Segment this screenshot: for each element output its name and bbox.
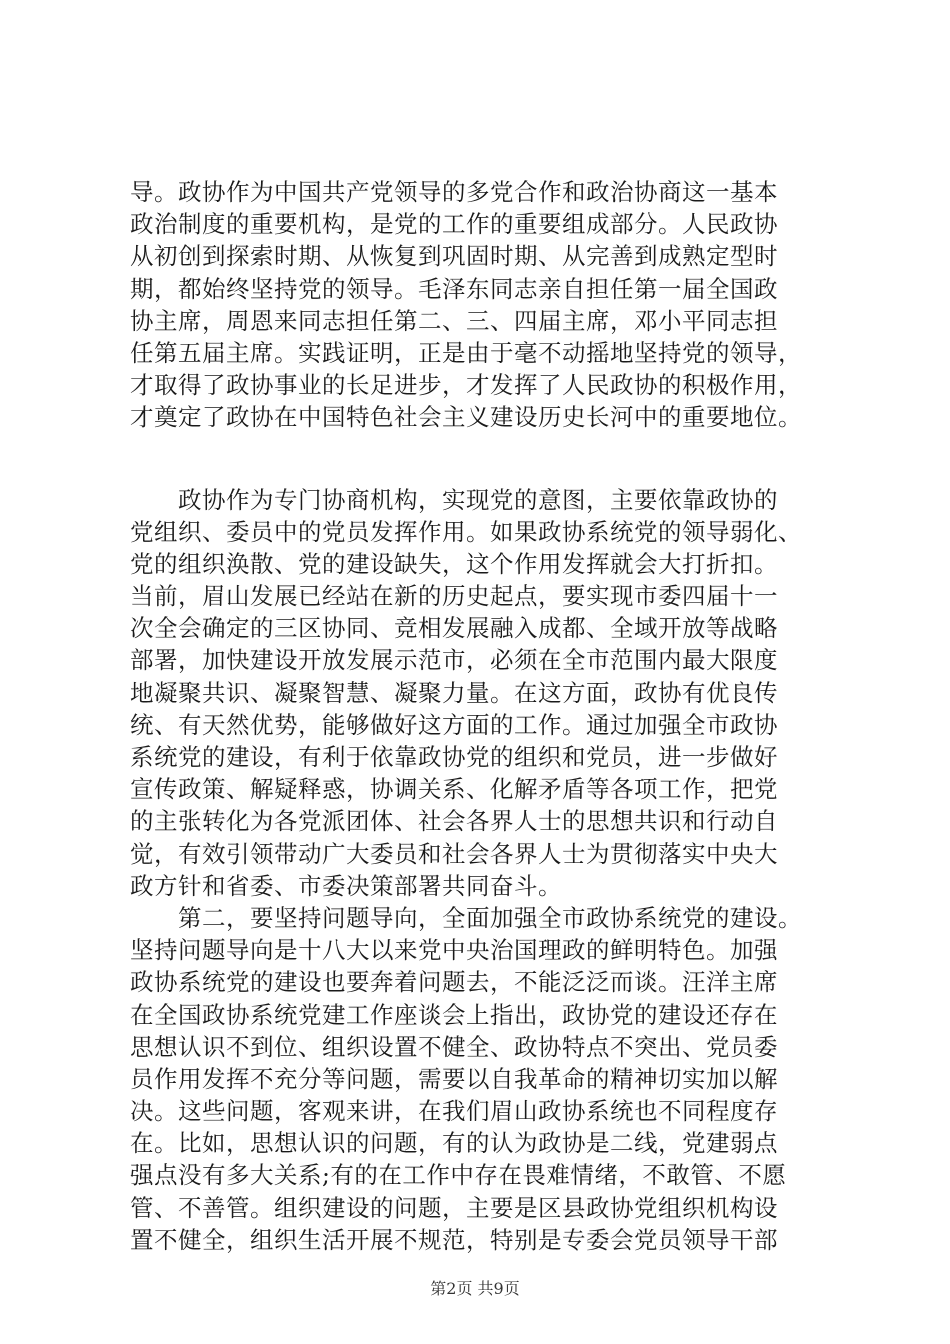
paragraph-1 — [130, 176, 830, 434]
text-line: 在。比如，思想认识的问题，有的认为政协是二线，党建弱点 — [130, 1129, 778, 1158]
paragraph-gap — [130, 434, 830, 484]
text-line: 才取得了政协事业的长足进步，才发挥了人民政协的积极作用， — [130, 371, 802, 400]
text-line: 导。政协作为中国共产党领导的多党合作和政治协商这一基本 — [130, 178, 778, 206]
paragraph-3 — [130, 902, 830, 1256]
text-line: 员作用发挥不充分等问题，需要以自我革命的精神切实加以解 — [130, 1064, 778, 1093]
document-body — [130, 176, 830, 1256]
text-line: 政方针和省委、市委决策部署共同奋斗。 — [130, 871, 562, 900]
text-line: 的主张转化为各党派团体、社会各界人士的思想共识和行动自 — [130, 807, 778, 836]
text-line: 系统党的建设，有利于依靠政协党的组织和党员，进一步做好 — [130, 743, 778, 771]
text-line: 任第五届主席。实践证明，正是由于毫不动摇地坚持党的领导， — [130, 338, 802, 367]
text-line: 当前，眉山发展已经站在新的历史起点，要实现市委四届十一 — [130, 582, 778, 611]
text-line: 统、有天然优势，能够做好这方面的工作。通过加强全市政协 — [130, 710, 778, 739]
text-line: 党的组织涣散、党的建设缺失，这个作用发挥就会大打折扣。 — [130, 549, 778, 578]
text-line: 在全国政协系统党建工作座谈会上指出，政协党的建设还存在 — [130, 1000, 778, 1029]
text-line: 政协作为专门协商机构，实现党的意图，主要依靠政协的 — [130, 485, 778, 514]
text-line: 坚持问题导向是十八大以来党中央治国理政的鲜明特色。加强 — [130, 936, 778, 965]
text-line: 第二，要坚持问题导向，全面加强全市政协系统党的建设。 — [130, 903, 802, 932]
text-line: 部署，加快建设开放发展示范市，必须在全市范围内最大限度 — [130, 646, 778, 675]
text-line: 觉，有效引领带动广大委员和社会各界人士为贯彻落实中央大 — [130, 839, 778, 868]
text-line: 期，都始终坚持党的领导。毛泽东同志亲自担任第一届全国政 — [130, 274, 778, 303]
text-line: 强点没有多大关系;有的在工作中存在畏难情绪，不敢管、不愿 — [130, 1161, 787, 1190]
text-line: 思想认识不到位、组织设置不健全、政协特点不突出、党员委 — [130, 1032, 778, 1061]
text-line: 政协系统党的建设也要奔着问题去，不能泛泛而谈。汪洋主席 — [130, 968, 778, 997]
text-line: 从初创到探索时期、从恢复到巩固时期、从完善到成熟定型时 — [130, 242, 778, 271]
text-line: 置不健全，组织生活开展不规范，特别是专委会党员领导干部 — [130, 1225, 778, 1254]
paragraph-2 — [130, 484, 830, 902]
text-line: 地凝聚共识、凝聚智慧、凝聚力量。在这方面，政协有优良传 — [130, 678, 778, 707]
page-number-footer: 第2页 共9页 — [430, 1279, 520, 1298]
text-line: 宣传政策、解疑释惑，协调关系、化解矛盾等各项工作，把党 — [130, 775, 778, 804]
text-line: 决。这些问题，客观来讲，在我们眉山政协系统也不同程度存 — [130, 1097, 778, 1126]
text-line: 政治制度的重要机构，是党的工作的重要组成部分。人民政协 — [130, 210, 778, 239]
text-line: 管、不善管。组织建设的问题，主要是区县政协党组织机构设 — [130, 1193, 778, 1222]
text-line: 党组织、委员中的党员发挥作用。如果政协系统党的领导弱化、 — [130, 517, 802, 546]
text-line: 协主席，周恩来同志担任第二、三、四届主席，邓小平同志担 — [130, 306, 778, 335]
text-line: 次全会确定的三区协同、竞相发展融入成都、全域开放等战略 — [130, 614, 778, 643]
text-line: 才奠定了政协在中国特色社会主义建设历史长河中的重要地位。 — [130, 403, 802, 432]
